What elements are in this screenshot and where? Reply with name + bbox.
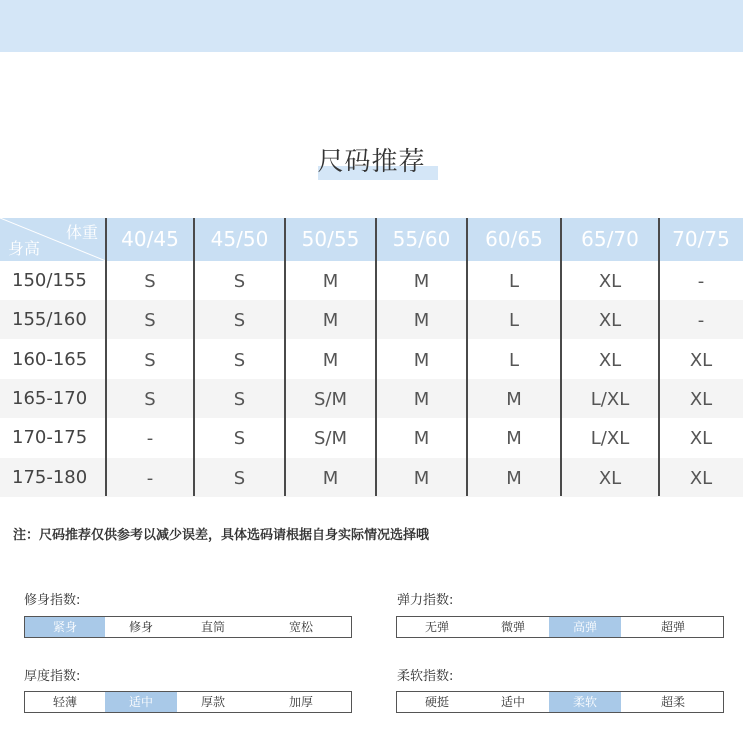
size-cell: XL (689, 467, 713, 489)
column-divider (466, 218, 468, 496)
corner-weight-label: 体重 (65, 223, 98, 242)
fit-option-0: 紧身 (25, 617, 105, 637)
size-cell: - (697, 271, 705, 292)
height-cell: 170-175 (12, 427, 88, 449)
table-row (0, 261, 743, 300)
size-cell: S (233, 388, 246, 410)
size-cell: XL (598, 310, 622, 332)
size-cell: XL (598, 467, 622, 489)
size-cell: M (322, 349, 339, 371)
size-cell: XL (689, 349, 713, 371)
stretch-option-3: 超弹 (660, 620, 685, 634)
softness-option-1: 适中 (500, 695, 525, 709)
size-cell: L/XL (590, 388, 630, 410)
size-cell: S (233, 310, 246, 332)
table-corner (0, 218, 106, 261)
size-cell: S/M (313, 428, 348, 450)
top-banner (0, 0, 743, 52)
thickness-option-1: 适中 (105, 692, 177, 712)
size-cell: XL (689, 428, 713, 450)
weight-header-1: 45/50 (210, 227, 269, 251)
stretch-option-2: 高弹 (549, 617, 621, 637)
stretch-option-1: 微弹 (500, 620, 525, 634)
size-cell: XL (598, 271, 622, 292)
size-cell: M (506, 428, 522, 450)
page-title: 尺码推荐 (317, 147, 426, 177)
size-cell: - (146, 467, 154, 489)
height-cell: 165-170 (12, 387, 88, 409)
size-cell: - (697, 310, 705, 332)
softness-index-label: 柔软指数: (397, 669, 454, 684)
softness-option-2: 柔软 (549, 692, 621, 712)
stretch-index-label: 弹力指数: (397, 593, 454, 608)
size-cell: L/XL (590, 428, 630, 450)
softness-option-3: 超柔 (660, 695, 685, 709)
column-divider (560, 218, 562, 496)
size-cell: M (413, 349, 430, 371)
size-cell: S/M (313, 388, 348, 410)
size-cell: S (144, 349, 156, 371)
thickness-option-3: 加厚 (288, 695, 313, 709)
size-cell: M (506, 388, 522, 410)
size-cell: M (413, 388, 430, 410)
column-divider (193, 218, 195, 496)
thickness-index-label: 厚度指数: (24, 669, 81, 684)
column-divider (658, 218, 660, 496)
size-cell: L (508, 349, 520, 371)
column-divider (375, 218, 377, 496)
size-cell: M (413, 428, 430, 450)
size-cell: - (146, 428, 154, 450)
size-cell: L (508, 310, 520, 332)
thickness-index-bar (24, 691, 352, 713)
size-cell: S (233, 271, 246, 292)
thickness-option-2: 厚款 (200, 695, 225, 709)
corner-height-label: 身高 (8, 239, 41, 258)
table-row (0, 379, 743, 418)
softness-option-0: 硬挺 (424, 695, 449, 709)
thickness-option-0: 轻薄 (52, 695, 77, 709)
weight-header-6: 70/75 (672, 227, 730, 251)
size-cell: L (508, 271, 520, 292)
size-cell: S (144, 271, 156, 292)
column-divider (284, 218, 286, 496)
stretch-option-0: 无弹 (424, 620, 449, 634)
size-cell: M (322, 467, 339, 489)
size-cell: M (506, 467, 522, 489)
column-divider (105, 218, 107, 496)
table-row (0, 418, 743, 457)
size-cell: XL (689, 388, 713, 410)
softness-index-bar (396, 691, 724, 713)
weight-header-5: 65/70 (581, 227, 639, 251)
height-cell: 160-165 (12, 348, 88, 370)
size-cell: M (322, 310, 339, 332)
size-cell: S (233, 428, 246, 450)
table-row (0, 300, 743, 339)
size-cell: S (233, 467, 246, 489)
fit-option-2: 直筒 (200, 620, 225, 634)
weight-header-2: 50/55 (301, 227, 360, 251)
stretch-index-bar (396, 616, 724, 638)
fit-index-bar (24, 616, 352, 638)
size-cell: M (413, 310, 430, 332)
size-cell: S (144, 388, 156, 410)
weight-header-0: 40/45 (121, 227, 179, 251)
fit-option-1: 修身 (128, 620, 153, 634)
size-cell: M (322, 271, 339, 292)
size-cell: M (413, 271, 430, 292)
height-cell: 155/160 (12, 309, 87, 331)
size-cell: S (233, 349, 246, 371)
size-cell: XL (598, 349, 622, 371)
table-row (0, 340, 743, 379)
weight-header-3: 55/60 (392, 227, 451, 251)
table-row (0, 458, 743, 497)
fit-option-3: 宽松 (288, 620, 313, 634)
height-cell: 175-180 (12, 466, 88, 488)
height-cell: 150/155 (12, 270, 87, 291)
fit-index-label: 修身指数: (24, 593, 81, 608)
weight-header-4: 60/65 (485, 227, 543, 251)
size-note: 注：尺码推荐仅供参考以减少误差，具体选码请根据自身实际情况选择哦 (13, 528, 430, 543)
size-cell: M (413, 467, 430, 489)
size-cell: S (144, 310, 156, 332)
